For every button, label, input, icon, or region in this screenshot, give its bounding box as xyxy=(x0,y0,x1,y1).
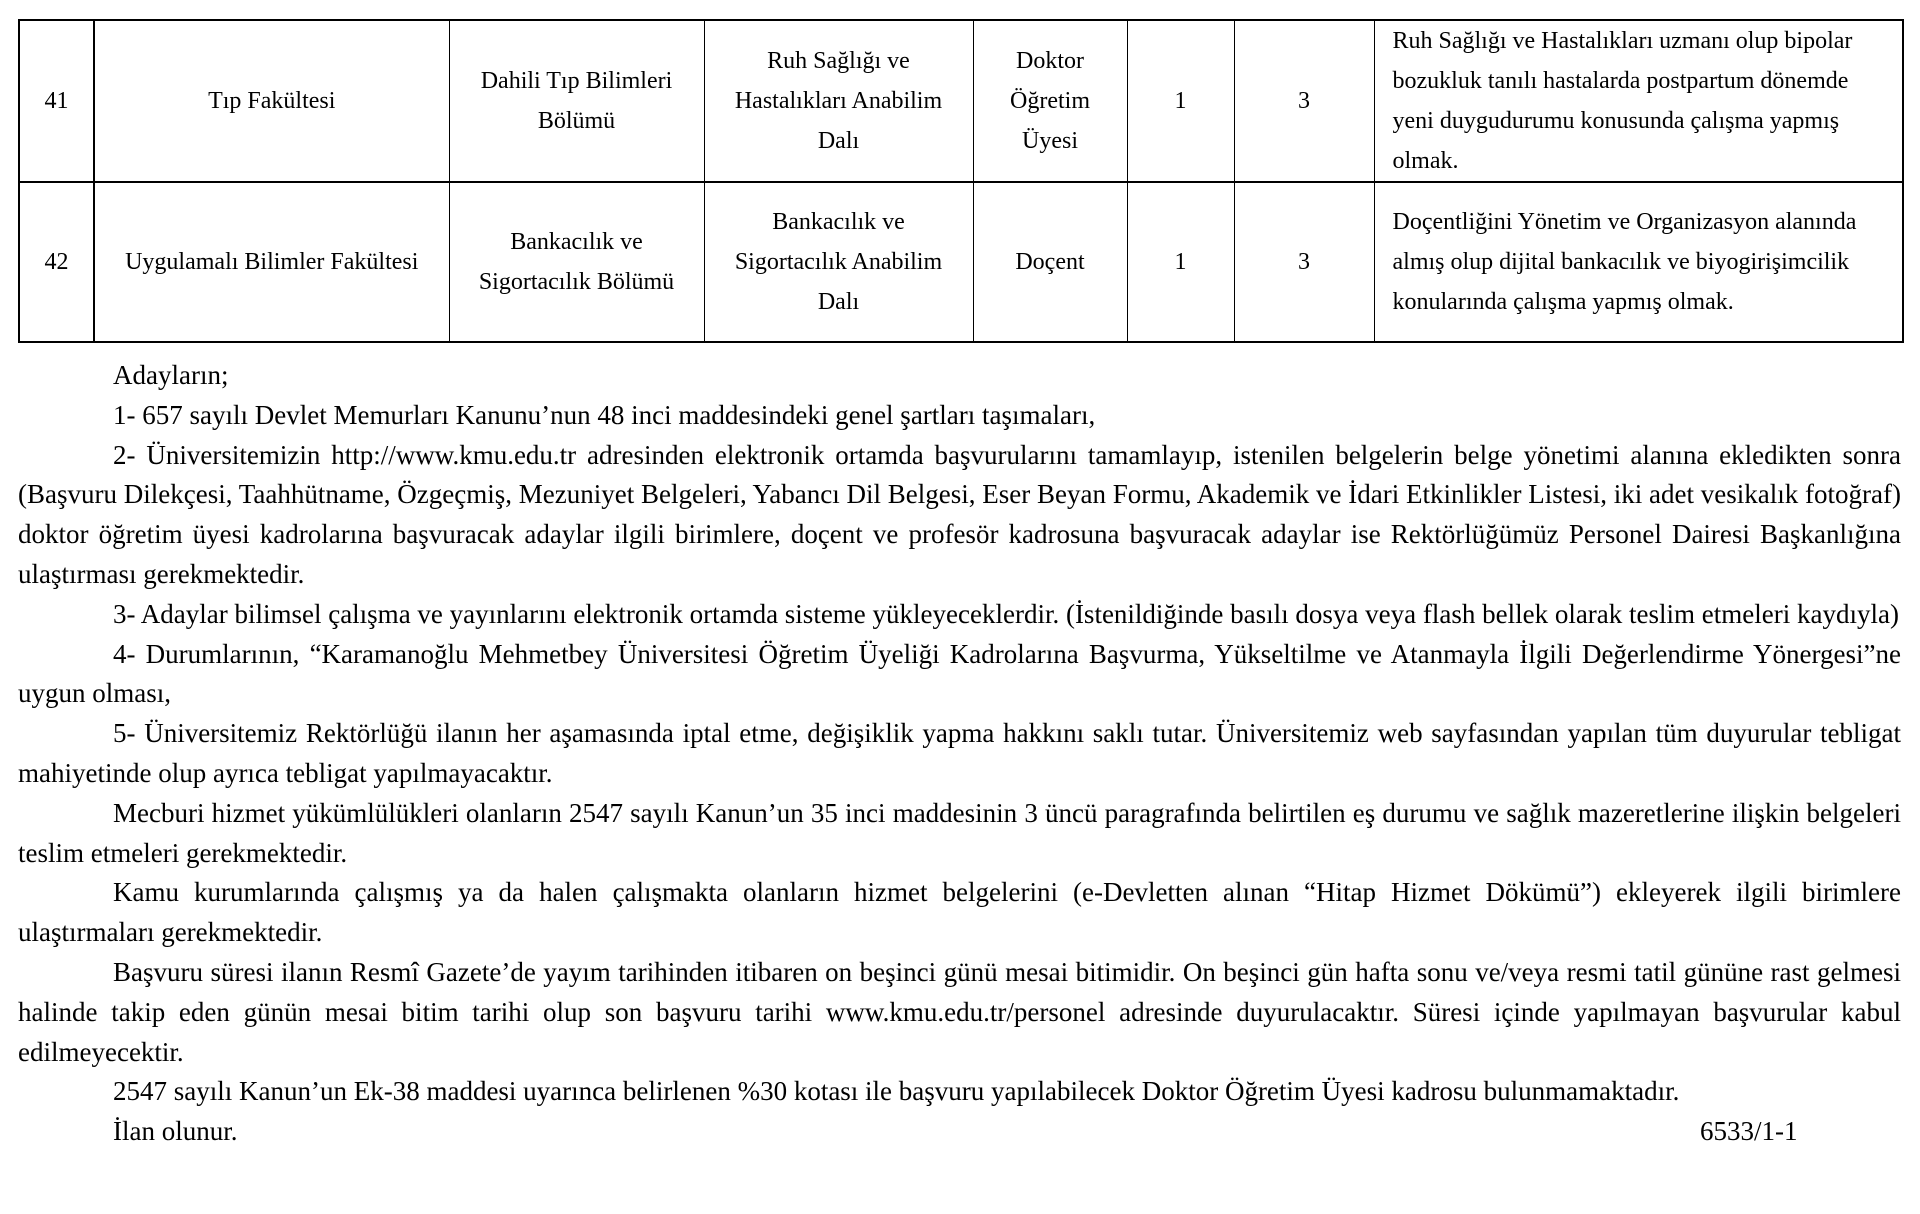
deadline-paragraph: Başvuru süresi ilanın Resmî Gazete’de yayım tarihinden itibaren on beşinci günü mesai bitimidir. On beşinci gün hafta sonu ve/veya resmi tatil gününe rast gelmesi halinde takip eden günün mesai bitim tarihi olup son başvuru tarihi www.kmu.edu.tr/personel adresinde duyurulacaktır. Süresi içinde yapılmayan başvurular kabul edilmeyecektir. xyxy=(18,956,1901,1067)
condition-item-3: 3- Adaylar bilimsel çalışma ve yayınlarını elektronik ortamda sisteme yükleyeceklerdir. (İstenildiğinde basılı dosya veya flash bellek olarak teslim etmeleri kaydıyla) xyxy=(113,598,1899,629)
condition-item-1: 1- 657 sayılı Devlet Memurları Kanunu’nun 48 inci maddesindeki genel şartları taşımaları, xyxy=(113,399,1096,430)
notice-code: 6533/1-1 xyxy=(1700,1116,1798,1147)
row-number: 42 xyxy=(19,182,94,342)
division-cell: Ruh Sağlığı ve Hastalıkları Anabilim Dalı xyxy=(704,20,973,182)
table-row xyxy=(19,20,1903,182)
table-row xyxy=(19,182,1903,342)
condition-item-4: 4- Durumlarının, “Karamanoğlu Mehmetbey Üniversitesi Öğretim Üyeliği Kadrolarına Başvurma, Yükseltilme ve Atanmayla İlgili Değerlendirme Yönergesi”ne uygun olması, xyxy=(18,638,1901,709)
degree-cell: 1 xyxy=(1127,182,1234,342)
count-cell: 3 xyxy=(1234,182,1374,342)
count-cell: 3 xyxy=(1234,20,1374,182)
department-cell: Bankacılık ve Sigortacılık Bölümü xyxy=(449,182,704,342)
announcement-body xyxy=(18,356,1901,1152)
closing-text: İlan olunur. xyxy=(113,1116,238,1147)
division-cell: Bankacılık ve Sigortacılık Anabilim Dalı xyxy=(704,182,973,342)
requirements-cell: Doçentliğini Yönetim ve Organizasyon alanında almış olup dijital bankacılık ve biyogirişimcilik konularında çalışma yapmış olmak. xyxy=(1374,182,1903,342)
degree-cell: 1 xyxy=(1127,20,1234,182)
intro-text: Adayların; xyxy=(113,360,229,390)
obligation-paragraph: Mecburi hizmet yükümlülükleri olanların 2547 sayılı Kanun’un 35 inci maddesinin 3 üncü paragrafında belirtilen eş durumu ve sağlık mazeretlerine ilişkin belgeleri teslim etmeleri gerekmektedir. xyxy=(18,797,1901,868)
condition-item-2: 2- Üniversitemizin http://www.kmu.edu.tr adresinden elektronik ortamda başvurularını tamamlayıp, istenilen belgelerin belge yönetimi alanına ekledikten sonra (Başvuru Dilekçesi, Taahhütname, Özgeçmiş, Mezuniyet Belgeleri, Yabancı Dil Belgesi, Eser Beyan Formu, Akademik ve İdari Etkinlikler Listesi, iki adet vesikalık fotoğraf) doktor öğretim üyesi kadrolarına başvuracak adaylar ilgili birimlere, doçent ve profesör kadrosuna başvuracak adaylar ise Rektörlüğümüz Personel Dairesi Başkanlığına ulaştırması gerekmektedir. xyxy=(18,439,1901,589)
service-documents-paragraph: Kamu kurumlarında çalışmış ya da halen çalışmakta olanların hizmet belgelerini (e-Devletten alınan “Hitap Hizmet Dökümü”) ekleyerek ilgili birimlere ulaştırmaları gerekmektedir. xyxy=(18,877,1901,948)
closing-line xyxy=(18,1112,1901,1152)
quota-paragraph: 2547 sayılı Kanun’un Ek-38 maddesi uyarınca belirlenen %30 kotası ile başvuru yapılabilecek Doktor Öğretim Üyesi kadrosu bulunmamaktadır. xyxy=(113,1076,1680,1107)
department-cell: Dahili Tıp Bilimleri Bölümü xyxy=(449,20,704,182)
requirements-cell: Ruh Sağlığı ve Hastalıkları uzmanı olup bipolar bozukluk tanılı hastalarda postpartum dönemde yeni duygudurumu konusunda çalışma yapmış olmak. xyxy=(1374,20,1903,182)
title-cell: Doktor Öğretim Üyesi xyxy=(973,20,1127,182)
faculty-cell: Uygulamalı Bilimler Fakültesi xyxy=(94,182,449,342)
title-cell: Doçent xyxy=(973,182,1127,342)
condition-item-5: 5- Üniversitemiz Rektörlüğü ilanın her aşamasında iptal etme, değişiklik yapma hakkını saklı tutar. Üniversitemiz web sayfasından yapılan tüm duyurular tebligat mahiyetinde olup ayrıca tebligat yapılmayacaktır. xyxy=(18,718,1901,788)
document-page xyxy=(18,19,1902,1152)
row-number: 41 xyxy=(19,20,94,182)
positions-table xyxy=(18,19,1904,343)
faculty-cell: Tıp Fakültesi xyxy=(94,20,449,182)
